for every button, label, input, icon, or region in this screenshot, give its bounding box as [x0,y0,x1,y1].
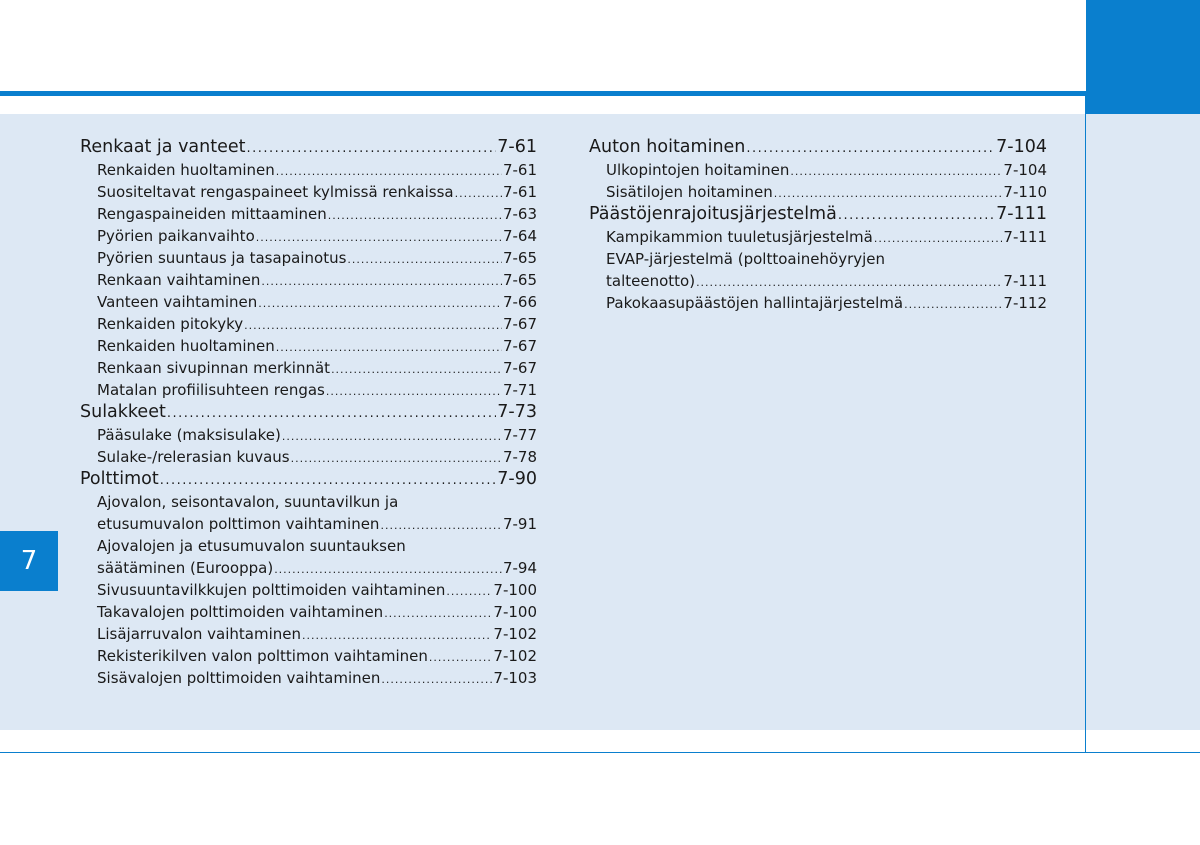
dot-leader [326,381,502,403]
toc-entry-title: etusumuvalon polttimon vaihtaminen [97,515,380,533]
toc-subentry[interactable] [80,623,537,645]
toc-page-number: 7-94 [502,559,537,577]
toc-subentry[interactable] [80,424,537,446]
dot-leader [247,137,497,160]
toc-entry-title: Takavalojen polttimoiden vaihtaminen [97,603,384,621]
toc-entry-title: Matalan profiilisuhteen rengas [97,381,325,399]
toc-subentry[interactable] [80,291,537,313]
toc-page-number: 7-77 [502,426,537,444]
toc-page-number: 7-111 [1003,228,1047,246]
toc-entry-title: Renkaiden huoltaminen [97,337,275,355]
toc-subentry[interactable] [80,247,537,269]
toc-page-number: 7-111 [1003,272,1047,290]
toc-page-number: 7-61 [502,183,537,201]
toc-entry-title: Rekisterikilven valon polttimon vaihtaminen [97,647,428,665]
dot-leader [276,337,502,359]
toc-entry-title: Renkaiden pitokyky [97,315,244,333]
side-margin-panel [1086,114,1200,730]
toc-entry-title: Rengaspaineiden mittaaminen [97,205,327,223]
toc-page-number: 7-67 [502,337,537,355]
toc-entry-title: Auton hoitaminen [589,137,746,157]
toc-page-number: 7-112 [1003,294,1047,312]
toc-entry-title: Pyörien suuntaus ja tasapainotus [97,249,347,267]
header-tab-block [1086,0,1200,114]
dot-leader [261,271,502,293]
toc-subentry[interactable] [80,579,537,601]
toc-entry-title: Pyörien paikanvaihto [97,227,255,245]
toc-page-number: 7-100 [493,603,537,621]
toc-page-number: 7-73 [497,402,537,422]
toc-entry-title: Renkaan sivupinnan merkinnät [97,359,331,377]
footer-rule [0,752,1200,753]
dot-leader [244,315,502,337]
toc-subentry[interactable] [589,292,1047,314]
toc-page-number: 7-90 [497,469,537,489]
toc-page-number: 7-102 [493,625,537,643]
toc-page-number: 7-71 [502,381,537,399]
dot-leader [838,204,995,227]
toc-subentry[interactable] [80,446,537,468]
toc-entry-title: Ulkopintojen hoitaminen [606,161,790,179]
toc-entry-title-line: Ajovalojen ja etusumuvalon suuntauksen [97,537,406,555]
toc-subentry[interactable] [80,313,537,335]
toc-left-column [80,136,537,689]
dot-leader [384,603,492,625]
toc-subentry[interactable] [80,645,537,667]
dot-leader [774,183,1003,205]
toc-page-number: 7-111 [996,204,1047,224]
toc-page-number: 7-91 [502,515,537,533]
dot-leader [160,469,497,492]
toc-section-entry[interactable] [80,468,537,491]
toc-page-number: 7-104 [996,137,1047,157]
toc-entry-title-line: Ajovalon, seisontavalon, suuntavilkun ja [97,493,399,511]
toc-entry-title: Renkaan vaihtaminen [97,271,261,289]
toc-entry-title: Pakokaasupäästöjen hallintajärjestelmä [606,294,904,312]
toc-page-number: 7-66 [502,293,537,311]
toc-subentry[interactable] [80,181,537,203]
dot-leader [276,161,502,183]
dot-leader [429,647,493,669]
toc-entry-title: Sulake-/relerasian kuvaus [97,448,290,466]
toc-page-number: 7-67 [502,359,537,377]
toc-subentry[interactable] [80,601,537,623]
toc-page-number: 7-78 [502,448,537,466]
toc-entry-title: Suositeltavat rengaspaineet kylmissä renkaissa [97,183,454,201]
toc-entry-title: Renkaiden huoltaminen [97,161,275,179]
dot-leader [874,228,1003,250]
toc-subentry[interactable] [80,225,537,247]
toc-page-number: 7-64 [502,227,537,245]
dot-leader [347,249,502,271]
chapter-number: 7 [20,546,38,576]
header-rule [0,91,1086,96]
dot-leader [256,227,502,249]
toc-subentry[interactable] [80,667,537,689]
toc-page-number: 7-61 [497,137,537,157]
toc-page-number: 7-104 [1003,161,1047,179]
toc-entry-title: Vanteen vaihtaminen [97,293,258,311]
toc-subentry[interactable] [80,357,537,379]
dot-leader [446,581,492,603]
dot-leader [328,205,502,227]
toc-section-entry[interactable] [589,203,1047,226]
dot-leader [167,402,496,425]
toc-entry-title: Lisäjarruvalon vaihtaminen [97,625,301,643]
toc-entry-title: Renkaat ja vanteet [80,137,246,157]
dot-leader [904,294,1002,316]
toc-section-entry[interactable] [589,136,1047,159]
dot-leader [274,559,502,581]
toc-subentry[interactable] [80,269,537,291]
dot-leader [331,359,502,381]
toc-entry-title-line: EVAP-järjestelmä (polttoainehöyryjen [606,250,886,268]
toc-entry-title: Sisätilojen hoitaminen [606,183,773,201]
toc-subentry[interactable] [80,159,537,181]
toc-subentry[interactable] [80,513,537,535]
dot-leader [291,448,502,470]
toc-page-number: 7-110 [1003,183,1047,201]
toc-subentry[interactable] [80,335,537,357]
toc-page-number: 7-63 [502,205,537,223]
toc-subentry[interactable] [80,379,537,401]
toc-entry-title: Päästöjenrajoitusjärjestelmä [589,204,837,224]
dot-leader [696,272,1002,294]
dot-leader [380,515,502,537]
toc-right-column [589,136,1047,314]
toc-subentry[interactable] [589,226,1047,248]
toc-page-number: 7-103 [493,669,537,687]
dot-leader [282,426,502,448]
toc-page-number: 7-67 [502,315,537,333]
dot-leader [258,293,502,315]
toc-entry-title: Sivusuuntavilkkujen polttimoiden vaihtaminen [97,581,446,599]
toc-page-number: 7-65 [502,271,537,289]
margin-divider [1085,96,1086,752]
dot-leader [790,161,1002,183]
toc-section-entry[interactable] [80,136,537,159]
toc-entry-title: Kampikammion tuuletusjärjestelmä [606,228,873,246]
toc-subentry[interactable] [589,159,1047,181]
toc-subentry[interactable] [589,270,1047,292]
toc-entry-title: Polttimot [80,469,159,489]
dot-leader [302,625,492,647]
dot-leader [455,183,502,205]
toc-page-number: 7-65 [502,249,537,267]
toc-section-entry[interactable] [80,401,537,424]
toc-page-number: 7-100 [493,581,537,599]
toc-subentry[interactable] [589,181,1047,203]
toc-entry-title: Pääsulake (maksisulake) [97,426,281,444]
dot-leader [381,669,492,691]
toc-entry-title: Sisävalojen polttimoiden vaihtaminen [97,669,381,687]
chapter-tab [0,531,58,591]
toc-subentry[interactable] [80,203,537,225]
toc-entry-title: säätäminen (Eurooppa) [97,559,274,577]
toc-entry-title: Sulakkeet [80,402,166,422]
toc-entry-title: talteenotto) [606,272,696,290]
toc-page-number: 7-102 [493,647,537,665]
toc-subentry[interactable] [80,557,537,579]
dot-leader [746,137,995,160]
toc-page-number: 7-61 [502,161,537,179]
